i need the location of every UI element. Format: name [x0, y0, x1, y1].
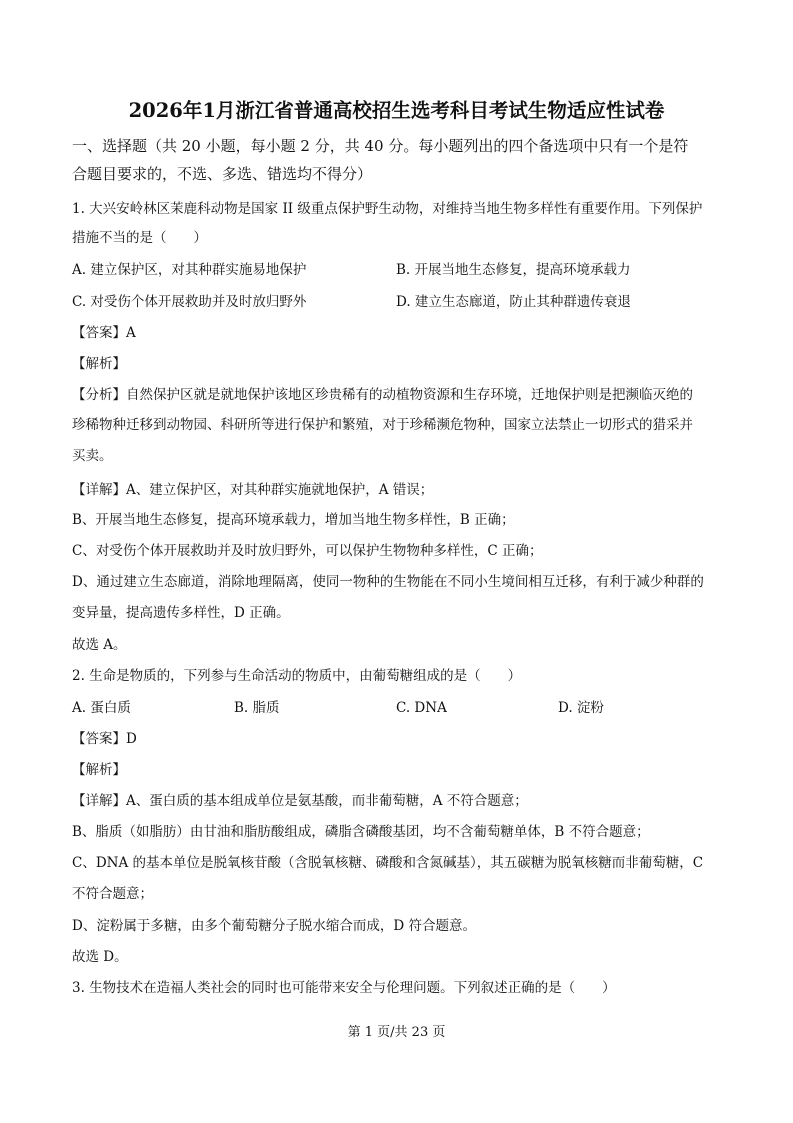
question-2-detail-c-line-2: 不符合题意；: [72, 886, 153, 902]
question-1-detail-c: C、对受伤个体开展救助并及时放归野外，可以保护生物物种多样性，C 正确；: [72, 543, 543, 559]
question-2-detail-d: D、淀粉属于多糖，由多个葡萄糖分子脱水缩合而成，D 符合题意。: [72, 918, 476, 934]
question-1-analysis-line-1: 【分析】自然保护区就是就地保护该地区珍贵稀有的动植物资源和生存环境，迁地保护则是把濒临灭绝的: [72, 387, 693, 403]
question-2-answer: 【答案】D: [72, 731, 137, 747]
question-1-conclusion: 故选 A。: [72, 637, 127, 653]
question-1-detail-b: B、开展当地生态修复，提高环境承载力，增加当地生物多样性，B 正确；: [72, 512, 515, 528]
question-1-analysis-line-3: 买卖。: [72, 448, 113, 464]
question-1-answer: 【答案】A: [72, 325, 136, 341]
question-1-option-a: A. 建立保护区，对其种群实施易地保护: [72, 262, 307, 278]
question-1-option-c: C. 对受伤个体开展救助并及时放归野外: [72, 294, 307, 310]
question-1-option-b: B. 开展当地生态修复，提高环境承载力: [396, 262, 631, 278]
question-2-detail-c-line-1: C、DNA 的基本单位是脱氧核苷酸（含脱氧核糖、磷酸和含氮碱基），其五碳糖为脱氧核糖而非葡萄糖，C: [72, 855, 704, 871]
question-1-detail-a: 【详解】A、建立保护区，对其种群实施就地保护，A 错误；: [72, 482, 434, 498]
question-2-option-a: A. 蛋白质: [72, 700, 131, 716]
section-instructions-line-2: 合题目要求的，不选、多选、错选均不得分）: [72, 165, 373, 183]
question-1-analysis-line-2: 珍稀物种迁移到动物园、科研所等进行保护和繁殖，对于珍稀濒危物种，国家立法禁止一切形式的猎采并: [72, 417, 693, 433]
question-1-stem-line-1: 1. 大兴安岭林区茉鹿科动物是国家 II 级重点保护野生动物，对维持当地生物多样性有重要作用。下列保护: [72, 201, 703, 217]
question-1-analysis-heading: 【解析】: [72, 356, 126, 372]
section-instructions-line-1: 一、选择题（共 20 小题，每小题 2 分，共 40 分。每小题列出的四个备选项中只有一个是符: [72, 137, 689, 155]
question-2-detail-a: 【详解】A、蛋白质的基本组成单位是氨基酸，而非葡萄糖，A 不符合题意；: [72, 793, 528, 809]
question-3-stem: 3. 生物技术在造福人类社会的同时也可能带来安全与伦理问题。下列叙述正确的是（ ）: [72, 980, 616, 996]
question-2-detail-b: B、脂质（如脂肪）由甘油和脂肪酸组成，磷脂含磷酸基团，均不含葡萄糖单体，B 不符合题意；: [72, 824, 650, 840]
question-1-detail-d-line-1: D、通过建立生态廊道，消除地理隔离，使同一物种的生物能在不同小生境间相互迁移，有利于减少种群的: [72, 574, 704, 590]
page-footer: 第 1 页/共 23 页: [347, 1025, 446, 1040]
question-2-stem: 2. 生命是物质的，下列参与生命活动的物质中，由葡萄糖组成的是（ ）: [72, 668, 522, 684]
question-2-option-d: D. 淀粉: [558, 700, 604, 716]
question-1-option-d: D. 建立生态廊道，防止其种群遗传衰退: [396, 294, 631, 310]
question-1-stem-line-2: 措施不当的是（ ）: [72, 230, 207, 246]
question-1-detail-d-line-2: 变异量，提高遗传多样性，D 正确。: [72, 605, 290, 621]
question-2-option-b: B. 脂质: [234, 700, 280, 716]
question-2-analysis-heading: 【解析】: [72, 762, 126, 778]
question-2-option-c: C. DNA: [396, 700, 447, 716]
question-2-conclusion: 故选 D。: [72, 949, 128, 965]
exam-title: 2026年1月浙江省普通高校招生选考科目考试生物适应性试卷: [128, 99, 665, 122]
